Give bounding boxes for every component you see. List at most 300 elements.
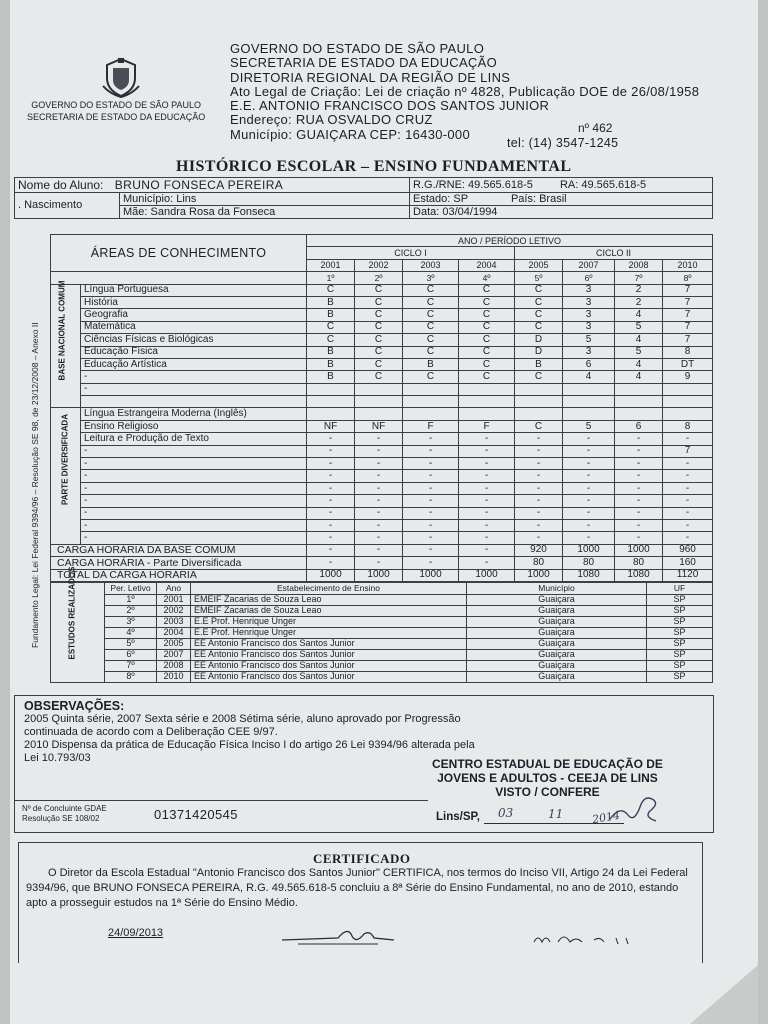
studies-header: Per. Letivo xyxy=(105,583,157,595)
handwritten-day: 03 xyxy=(498,806,514,820)
label: País: xyxy=(510,192,537,205)
grade-mark xyxy=(355,408,403,420)
birth-date-cell xyxy=(410,206,713,219)
grade-mark: - xyxy=(307,445,355,457)
grade-mark: - xyxy=(663,458,713,470)
year-header: 2005 xyxy=(515,259,563,271)
grade-mark: C xyxy=(307,334,355,346)
grade-mark: B xyxy=(307,358,355,370)
student-rg: 49.565.618-5 xyxy=(468,178,533,191)
grade-mark: B xyxy=(307,309,355,321)
studies-cell: Guaiçara xyxy=(467,606,647,617)
grade-mark: F xyxy=(459,420,515,432)
header-line: Ato Legal de Criação: Lei de criação nº 4828, Publicação DOE de 26/08/1958 xyxy=(230,83,700,99)
studies-cell: Guaiçara xyxy=(467,628,647,639)
workload-value: 80 xyxy=(515,557,563,569)
grade-mark: - xyxy=(615,433,663,445)
handwritten-year: 2014 xyxy=(591,808,621,827)
workload-value: 80 xyxy=(615,557,663,569)
gdae-label: Resolução SE 108/02 xyxy=(22,814,100,823)
grade-mark: - xyxy=(459,519,515,531)
studies-cell: 3º xyxy=(105,617,157,628)
sao-paulo-coat-of-arms-icon xyxy=(100,56,142,98)
grade-mark xyxy=(459,408,515,420)
grade-mark: 5 xyxy=(615,346,663,358)
areas-header: ÁREAS DE CONHECIMENTO xyxy=(51,235,307,272)
subject-row xyxy=(51,296,713,308)
observations xyxy=(24,700,475,765)
grade-mark: 3 xyxy=(563,321,615,333)
subject-row xyxy=(51,284,713,296)
grade-mark: NF xyxy=(307,420,355,432)
year-header: 2003 xyxy=(403,259,459,271)
subject-name: Ciências Físicas e Biológicas xyxy=(81,334,307,346)
grade-mark: - xyxy=(307,482,355,494)
stamp-line: CENTRO ESTADUAL DE EDUCAÇÃO DE xyxy=(432,757,663,771)
workload-value: 1000 xyxy=(515,569,563,581)
grade-mark: 3 xyxy=(563,346,615,358)
grade-mark: - xyxy=(663,507,713,519)
grade-mark: - xyxy=(663,433,713,445)
grade-header: 6º xyxy=(563,272,615,284)
grade-mark: C xyxy=(515,296,563,308)
subject-name: Geografia xyxy=(81,309,307,321)
gov-label-line: SECRETARIA DE ESTADO DA EDUCAÇÃO xyxy=(27,112,206,122)
studies-cell: 6º xyxy=(105,650,157,661)
subject-row xyxy=(51,334,713,346)
studies-cell: 4º xyxy=(105,628,157,639)
grade-mark: 8 xyxy=(663,346,713,358)
handwritten-month: 11 xyxy=(548,807,564,821)
studies-table xyxy=(50,582,713,683)
header-line: Endereço: RUA OSVALDO CRUZ xyxy=(230,112,433,128)
birth-label: . Nascimento xyxy=(15,193,120,219)
year-header: 2004 xyxy=(459,259,515,271)
grade-mark: C xyxy=(459,321,515,333)
grade-mark: - xyxy=(459,495,515,507)
cycle-header: CICLO II xyxy=(515,247,713,259)
grade-mark: C xyxy=(355,284,403,296)
grade-mark: F xyxy=(403,420,459,432)
studies-header: UF xyxy=(647,583,713,595)
grade-mark: C xyxy=(355,358,403,370)
grade-mark: C xyxy=(459,358,515,370)
student-ra: 49.565.618-5 xyxy=(581,178,647,191)
grade-mark: DT xyxy=(663,358,713,370)
grade-mark: - xyxy=(563,532,615,544)
studies-cell: E.E Prof. Henrique Unger xyxy=(191,617,467,628)
grade-mark: D xyxy=(515,346,563,358)
year-header: 2008 xyxy=(615,259,663,271)
grade-mark: C xyxy=(403,334,459,346)
grade-mark: 5 xyxy=(563,420,615,432)
studies-cell: 2004 xyxy=(157,628,191,639)
grades-table xyxy=(50,234,713,582)
grade-mark: C xyxy=(459,334,515,346)
workload-label: CARGA HORÁRIA - Parte Diversificada xyxy=(51,557,307,569)
studies-cell: SP xyxy=(647,617,713,628)
grade-header: 4º xyxy=(459,272,515,284)
grade-mark xyxy=(563,383,615,395)
grade-mark: C xyxy=(459,296,515,308)
studies-cell: 7º xyxy=(105,661,157,672)
mother-name: Sandra Rosa da Fonseca xyxy=(150,205,276,218)
workload-value: - xyxy=(307,557,355,569)
grade-mark: - xyxy=(403,532,459,544)
subject-name: Língua Portuguesa xyxy=(81,284,307,296)
grade-mark: - xyxy=(403,507,459,519)
studies-cell: SP xyxy=(647,628,713,639)
grade-mark: 5 xyxy=(615,321,663,333)
grade-mark: C xyxy=(403,371,459,383)
grade-mark: - xyxy=(515,507,563,519)
grade-mark xyxy=(403,383,459,395)
grade-mark: C xyxy=(459,284,515,296)
grade-mark xyxy=(615,383,663,395)
studies-cell: EMEIF Zacarias de Souza Leao xyxy=(191,595,467,606)
header-line: SECRETARIA DE ESTADO DA EDUCAÇÃO xyxy=(230,55,498,71)
studies-row xyxy=(51,595,713,606)
label: Mãe: xyxy=(123,205,148,218)
grade-mark: C xyxy=(515,321,563,333)
grade-mark: 4 xyxy=(615,358,663,370)
mother-cell xyxy=(120,206,410,219)
grade-mark xyxy=(355,396,403,408)
director-signature-icon xyxy=(278,920,398,950)
birth-state: SP xyxy=(453,192,468,205)
workload-value: 920 xyxy=(515,544,563,556)
subject-row xyxy=(51,495,713,507)
grade-mark: - xyxy=(663,470,713,482)
studies-cell: 2008 xyxy=(157,661,191,672)
grade-mark xyxy=(403,396,459,408)
grade-mark: 3 xyxy=(563,284,615,296)
subject-row xyxy=(51,445,713,457)
grade-header: 8º xyxy=(663,272,713,284)
studies-header: Município xyxy=(467,583,647,595)
city-cell xyxy=(120,193,410,206)
studies-row xyxy=(51,661,713,672)
grade-mark: B xyxy=(403,358,459,370)
grade-mark xyxy=(515,383,563,395)
subject-name xyxy=(81,396,307,408)
grade-mark: - xyxy=(355,445,403,457)
grade-mark: C xyxy=(355,334,403,346)
grade-mark: - xyxy=(459,507,515,519)
grade-mark: - xyxy=(459,458,515,470)
label: Data: xyxy=(413,205,440,218)
subject-row xyxy=(51,507,713,519)
grade-mark: C xyxy=(403,309,459,321)
studies-cell: SP xyxy=(647,606,713,617)
subject-name: Educação Artística xyxy=(81,358,307,370)
workload-value: 160 xyxy=(663,557,713,569)
studies-cell: Guaiçara xyxy=(467,595,647,606)
legal-basis-vertical: Fundamento Legal: Lei Federal 9394/96 – Resolução SE 98, de 23/12/2008 – Anexo II xyxy=(30,322,40,648)
studies-label xyxy=(67,566,77,660)
studies-header-row xyxy=(51,583,713,595)
gov-label-line: GOVERNO DO ESTADO DE SÃO PAULO xyxy=(31,100,201,110)
studies-row xyxy=(51,628,713,639)
grade-mark xyxy=(355,383,403,395)
phone-number: tel: (14) 3547-1245 xyxy=(507,136,619,150)
grade-header: 5º xyxy=(515,272,563,284)
state-cell xyxy=(410,193,713,206)
grade-mark: - xyxy=(307,507,355,519)
grade-mark xyxy=(515,396,563,408)
secretary-signature-icon xyxy=(530,928,640,948)
grade-mark: 9 xyxy=(663,371,713,383)
workload-value: - xyxy=(355,544,403,556)
grade-mark: C xyxy=(307,284,355,296)
workload-value: 1000 xyxy=(355,569,403,581)
studies-cell: 2001 xyxy=(157,595,191,606)
subject-row xyxy=(51,346,713,358)
year-header: 2007 xyxy=(563,259,615,271)
grade-mark: - xyxy=(355,519,403,531)
grade-mark: 8 xyxy=(663,420,713,432)
workload-value: 80 xyxy=(563,557,615,569)
grade-mark: - xyxy=(515,495,563,507)
subject-row xyxy=(51,433,713,445)
workload-value: - xyxy=(403,544,459,556)
workload-row xyxy=(51,557,713,569)
header-line: DIRETORIA REGIONAL DA REGIÃO DE LINS xyxy=(230,69,511,85)
grade-mark: - xyxy=(515,470,563,482)
studies-cell: 2º xyxy=(105,606,157,617)
grade-mark: C xyxy=(307,321,355,333)
subject-row xyxy=(51,470,713,482)
grade-mark: - xyxy=(403,470,459,482)
studies-row xyxy=(51,650,713,661)
grade-mark: 4 xyxy=(615,309,663,321)
grade-mark: 7 xyxy=(663,296,713,308)
studies-cell: EE Antonio Francisco dos Santos Junior xyxy=(191,661,467,672)
workload-value: - xyxy=(459,544,515,556)
workload-value: - xyxy=(459,557,515,569)
grade-mark: C xyxy=(515,309,563,321)
grade-mark: C xyxy=(355,346,403,358)
grade-mark xyxy=(663,383,713,395)
grade-mark: - xyxy=(307,470,355,482)
grade-mark xyxy=(615,408,663,420)
grade-mark: - xyxy=(615,482,663,494)
government-label xyxy=(27,99,205,123)
studies-cell: EE Antonio Francisco dos Santos Junior xyxy=(191,650,467,661)
workload-label: TOTAL DA CARGA HORÁRIA xyxy=(51,569,307,581)
observation-line: continuada de acordo com a Deliberação CEE 9/97. xyxy=(24,726,278,738)
subject-row xyxy=(51,321,713,333)
grade-row xyxy=(51,272,713,284)
subject-name: - xyxy=(81,470,307,482)
studies-row xyxy=(51,639,713,650)
studies-cell: 5º xyxy=(105,639,157,650)
grade-mark: NF xyxy=(355,420,403,432)
studies-cell: Guaiçara xyxy=(467,617,647,628)
studies-cell: Guaiçara xyxy=(467,661,647,672)
label: Estado: xyxy=(413,192,451,205)
grade-mark: - xyxy=(663,519,713,531)
grade-mark xyxy=(615,396,663,408)
year-header: 2010 xyxy=(663,259,713,271)
subject-row xyxy=(51,358,713,370)
observation-line: Lei 10.793/03 xyxy=(24,752,91,764)
observations-label: OBSERVAÇÕES: xyxy=(24,699,125,713)
grade-mark: - xyxy=(563,507,615,519)
studies-header: Estabelecimento de Ensino xyxy=(191,583,467,595)
grade-mark: - xyxy=(515,445,563,457)
subject-name: Matemática xyxy=(81,321,307,333)
studies-cell: SP xyxy=(647,672,713,683)
grade-mark: - xyxy=(515,532,563,544)
studies-cell: EE Antonio Francisco dos Santos Junior xyxy=(191,672,467,683)
gdae-number: 01371420545 xyxy=(154,807,238,822)
grade-mark: - xyxy=(403,495,459,507)
birth-city: Lins xyxy=(176,192,197,205)
studies-cell: 2007 xyxy=(157,650,191,661)
grade-mark: D xyxy=(515,334,563,346)
grade-mark: - xyxy=(307,433,355,445)
year-header: 2001 xyxy=(307,259,355,271)
student-name: BRUNO FONSECA PEREIRA xyxy=(114,177,284,192)
diversified-label xyxy=(61,410,70,510)
grade-mark: C xyxy=(515,420,563,432)
subject-name: Ensino Religioso xyxy=(81,420,307,432)
grade-mark: 7 xyxy=(663,284,713,296)
grade-mark: - xyxy=(615,495,663,507)
grade-mark: 6 xyxy=(615,420,663,432)
grade-mark: - xyxy=(307,532,355,544)
grade-mark: C xyxy=(403,346,459,358)
studies-cell: 2002 xyxy=(157,606,191,617)
address-number: nº 462 xyxy=(578,121,613,135)
grade-mark: 7 xyxy=(663,445,713,457)
grade-mark: - xyxy=(563,519,615,531)
studies-cell: Guaiçara xyxy=(467,672,647,683)
grade-mark: 3 xyxy=(563,296,615,308)
grade-mark: 3 xyxy=(563,309,615,321)
grade-mark: - xyxy=(307,495,355,507)
subject-name: - xyxy=(81,532,307,544)
workload-label: CARGA HORÁRIA DA BASE COMUM xyxy=(51,544,307,556)
grade-mark: - xyxy=(563,458,615,470)
grade-mark: - xyxy=(663,482,713,494)
studies-cell: EE Antonio Francisco dos Santos Junior xyxy=(191,639,467,650)
grade-mark: - xyxy=(355,532,403,544)
studies-row xyxy=(51,672,713,683)
grade-mark: C xyxy=(459,371,515,383)
header-line: E.E. ANTONIO FRANCISCO DOS SANTOS JUNIOR xyxy=(230,98,550,114)
grade-mark xyxy=(563,408,615,420)
grade-mark: 7 xyxy=(663,309,713,321)
grade-mark: B xyxy=(307,371,355,383)
base-label-text: BASE NACIONAL COMUM xyxy=(57,280,67,381)
grade-mark xyxy=(563,396,615,408)
studies-row xyxy=(51,617,713,628)
grade-mark: 2 xyxy=(615,296,663,308)
subject-row xyxy=(51,532,713,544)
subject-row xyxy=(51,396,713,408)
gdae-label: Nº de Concluinte GDAE xyxy=(22,804,107,813)
grade-mark: 4 xyxy=(615,334,663,346)
div-label-text: PARTE DIVERSIFICADA xyxy=(60,414,70,505)
workload-value: 1000 xyxy=(403,569,459,581)
grade-mark: 4 xyxy=(615,371,663,383)
grade-mark xyxy=(307,408,355,420)
studies-cell: EMEIF Zacarias de Souza Leao xyxy=(191,606,467,617)
grade-mark: - xyxy=(459,433,515,445)
year-header: 2002 xyxy=(355,259,403,271)
grade-mark: - xyxy=(615,519,663,531)
grade-mark: - xyxy=(355,495,403,507)
studies-cell: 8º xyxy=(105,672,157,683)
workload-value: 1000 xyxy=(563,544,615,556)
grade-mark: C xyxy=(403,296,459,308)
grade-mark: - xyxy=(403,445,459,457)
grade-mark: 7 xyxy=(663,334,713,346)
school-header xyxy=(230,42,699,142)
workload-value: 1000 xyxy=(615,544,663,556)
grade-mark: - xyxy=(515,482,563,494)
grade-mark: - xyxy=(403,482,459,494)
grade-header: 3º xyxy=(403,272,459,284)
subject-name: - xyxy=(81,519,307,531)
label: Nome do Aluno: xyxy=(18,177,104,192)
stamp-place: Lins/SP, xyxy=(436,811,480,823)
subject-row xyxy=(51,420,713,432)
grade-header: 1º xyxy=(307,272,355,284)
grade-mark: - xyxy=(563,495,615,507)
stamp-line: VISTO / CONFERE xyxy=(495,785,600,799)
grade-mark: - xyxy=(563,470,615,482)
grade-mark: C xyxy=(355,321,403,333)
spacer-cell xyxy=(51,272,307,284)
grade-mark xyxy=(403,408,459,420)
grade-mark: - xyxy=(615,458,663,470)
workload-row xyxy=(51,544,713,556)
grade-mark: - xyxy=(515,458,563,470)
studies-label-text: ESTUDOS REALIZADOS xyxy=(67,566,77,660)
subject-name: - xyxy=(81,445,307,457)
grade-mark: - xyxy=(355,458,403,470)
subject-name: - xyxy=(81,458,307,470)
grade-mark: - xyxy=(515,519,563,531)
grade-mark: C xyxy=(355,296,403,308)
grade-mark: - xyxy=(615,507,663,519)
period-header: ANO / PERÍODO LETIVO xyxy=(307,235,713,247)
grade-mark: C xyxy=(403,284,459,296)
grade-header: 2º xyxy=(355,272,403,284)
grade-mark: - xyxy=(355,470,403,482)
gdae-labels xyxy=(22,804,107,824)
grade-mark: - xyxy=(459,445,515,457)
grade-mark xyxy=(663,396,713,408)
base-comum-label xyxy=(58,281,67,381)
grade-mark: B xyxy=(307,346,355,358)
subject-row xyxy=(51,519,713,531)
subject-row xyxy=(51,309,713,321)
grade-mark: 4 xyxy=(563,371,615,383)
grade-header: 7º xyxy=(615,272,663,284)
workload-value: 1080 xyxy=(563,569,615,581)
grade-mark: 7 xyxy=(663,321,713,333)
subject-row xyxy=(51,371,713,383)
label: Município: xyxy=(123,192,174,205)
grade-mark xyxy=(515,408,563,420)
grade-mark: - xyxy=(403,433,459,445)
subject-name: Educação Física xyxy=(81,346,307,358)
subject-name: História xyxy=(81,296,307,308)
